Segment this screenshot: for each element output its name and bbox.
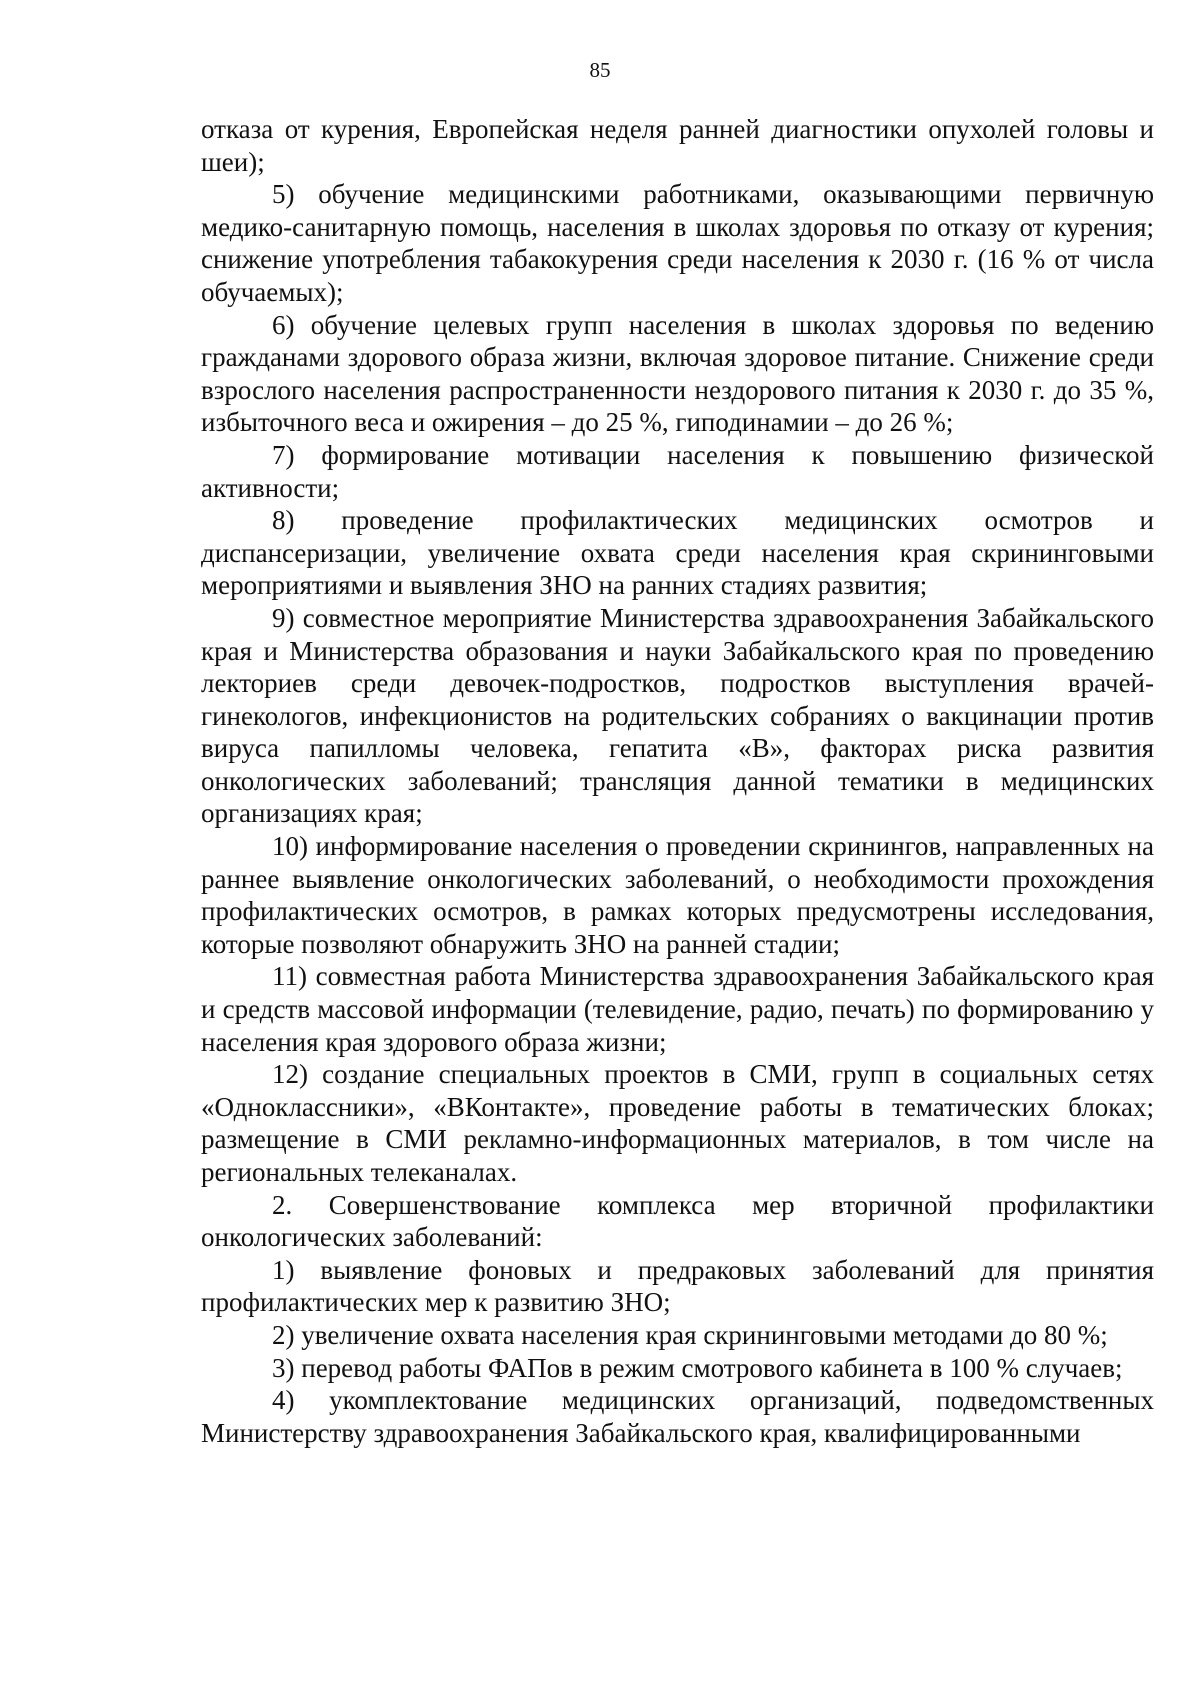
section-heading-2: 2. Совершенствование комплекса мер вторичной профилактики онкологических заболеваний: [201, 1189, 1154, 1253]
document-body [201, 113, 1154, 1449]
page-number: 85 [589, 58, 611, 82]
list-item-6: 6) обучение целевых групп населения в школах здоровья по ведению гражданами здорового образа жизни, включая здоровое питание. Снижение среди взрослого населения распространенности нездорового питания к 2030 г. до 35 %, избыточного веса и ожирения – до 25 %, гиподинамии – до 26 %; [201, 309, 1154, 438]
list-item-5: 5) обучение медицинскими работниками, оказывающими первичную медико-санитарную помощь, населения в школах здоровья по отказу от курения; снижение употребления табакокурения среди населения к 2030 г. (16 % от числа обучаемых); [201, 179, 1154, 307]
subitem-1: 1) выявление фоновых и предраковых заболеваний для принятия профилактических мер к развитию ЗНО; [201, 1254, 1154, 1318]
subitem-4: 4) укомплектование медицинских организаций, подведомственных Министерству здравоохранения Забайкальского края, квалифицированными [201, 1385, 1154, 1448]
list-item-11: 11) совместная работа Министерства здравоохранения Забайкальского края и средств массовой информации (телевидение, радио, печать) по формированию у населения края здорового образа жизни; [201, 961, 1154, 1057]
subitem-3: 3) перевод работы ФАПов в режим смотрового кабинета в 100 % случаев; [272, 1352, 1123, 1383]
paragraph-continuation: отказа от курения, Европейская неделя ранней диагностики опухолей головы и шеи); [201, 114, 1154, 177]
list-item-12: 12) создание специальных проектов в СМИ, групп в социальных сетях «Одноклассники», «ВКонтакте», проведение работы в тематических блоках; размещение в СМИ рекламно-информационных материалов, в том числе на региональных телеканалах. [201, 1059, 1154, 1187]
list-item-9: 9) совместное мероприятие Министерства здравоохранения Забайкальского края и Министерства образования и науки Забайкальского края по проведению лекториев среди девочек-подростков, подростков выступления врачей-гинекологов, инфекционистов на родительских собраниях о вакцинации против вируса папилломы человека, гепатита «В», факторах риска развития онкологических заболеваний; трансляция данной тематики в медицинских организациях края; [201, 602, 1154, 829]
list-item-8: 8) проведение профилактических медицинских осмотров и диспансеризации, увеличение охвата среди населения края скрининговыми мероприятиями и выявления ЗНО на ранних стадиях развития; [201, 505, 1154, 601]
list-item-7: 7) формирование мотивации населения к повышению физической активности; [201, 439, 1154, 503]
subitem-2: 2) увеличение охвата населения края скрининговыми методами до 80 %; [272, 1319, 1108, 1350]
list-item-10: 10) информирование населения о проведении скринингов, направленных на раннее выявление онкологических заболеваний, о необходимости прохождения профилактических осмотров, в рамках которых предусмотрены исследования, которые позволяют обнаружить ЗНО на ранней стадии; [201, 831, 1154, 959]
